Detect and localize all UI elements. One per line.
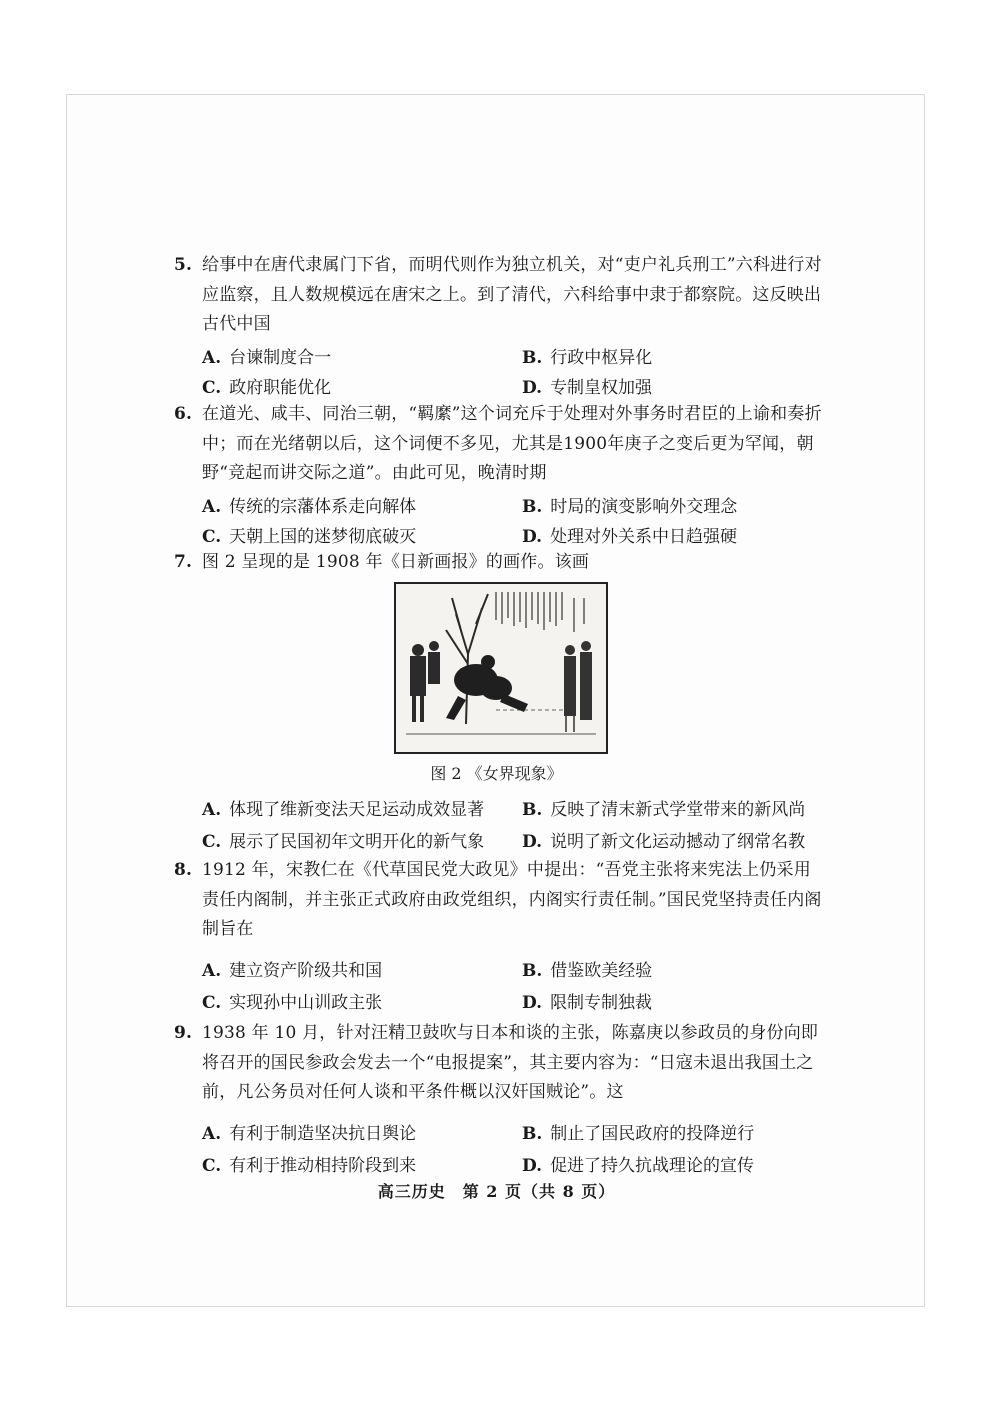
option-d: D. 说明了新文化运动撼动了纲常名教 <box>522 832 806 852</box>
option-b: B. 行政中枢异化 <box>522 348 653 368</box>
option-d: D. 处理对外关系中日趋强硬 <box>522 527 738 547</box>
question-6 <box>174 400 824 489</box>
question-5 <box>174 251 824 340</box>
option-a: A. 有利于制造坚决抗日舆论 <box>202 1124 417 1144</box>
illustration-drawing <box>396 584 606 752</box>
option-c: C. 展示了民国初年文明开化的新气象 <box>202 832 485 852</box>
newspaper-illustration <box>394 582 608 754</box>
question-number: 8. <box>174 860 193 880</box>
question-7 <box>174 548 824 578</box>
option-a: A. 体现了维新变法天足运动成效显著 <box>202 800 485 820</box>
option-c: C. 实现孙中山训政主张 <box>202 993 383 1013</box>
figure-caption: 图 2 《女界现象》 <box>430 764 563 783</box>
option-a: A. 建立资产阶级共和国 <box>202 961 383 981</box>
option-c: C. 政府职能优化 <box>202 378 332 398</box>
option-b: B. 反映了清末新式学堂带来的新风尚 <box>522 800 806 820</box>
option-a: A. 传统的宗藩体系走向解体 <box>202 497 417 517</box>
question-stem: 1938 年 10 月，针对汪精卫鼓吹与日本和谈的主张，陈嘉庚以参政员的身份向即将召开的国民参政会发去一个“电报提案”，其主要内容为：“日寇未退出我国土之前，凡公务员对任何人谈和平条件概以汉奸国贼论”。这 <box>202 1023 819 1102</box>
question-stem: 在道光、咸丰、同治三朝，“羁縻”这个词充斥于处理对外事务时君臣的上谕和奏折中；而在光绪朝以后，这个词便不多见，尤其是1900年庚子之变后更为罕闻，朝野“竞起而讲交际之道”。由此可见，晚清时期 <box>202 404 822 483</box>
option-a: A. 台谏制度合一 <box>202 348 332 368</box>
option-c: C. 有利于推动相持阶段到来 <box>202 1156 417 1176</box>
question-stem: 1912 年，宋教仁在《代草国民党大政见》中提出：“吾党主张将来宪法上仍采用责任内阁制，并主张正式政府由政党组织，内阁实行责任制。”国民党坚持责任内阁制旨在 <box>202 860 822 939</box>
page-footer: 高三历史 第 2 页（共 8 页） <box>377 1182 616 1201</box>
option-d: D. 专制皇权加强 <box>522 378 653 398</box>
question-number: 6. <box>174 404 193 424</box>
option-d: D. 促进了持久抗战理论的宣传 <box>522 1156 755 1176</box>
question-stem: 给事中在唐代隶属门下省，而明代则作为独立机关，对“吏户礼兵刑工”六科进行对应监察，且人数规模远在唐宋之上。到了清代，六科给事中隶于都察院。这反映出古代中国 <box>202 255 822 334</box>
question-number: 7. <box>174 552 193 572</box>
question-stem: 图 2 呈现的是 1908 年《日新画报》的画作。该画 <box>202 552 590 572</box>
exam-page <box>66 94 925 1307</box>
question-number: 5. <box>174 255 193 275</box>
option-b: B. 借鉴欧美经验 <box>522 961 653 981</box>
question-number: 9. <box>174 1023 193 1043</box>
question-8 <box>174 856 824 945</box>
question-9 <box>174 1019 824 1108</box>
option-d: D. 限制专制独裁 <box>522 993 653 1013</box>
option-b: B. 制止了国民政府的投降逆行 <box>522 1124 755 1144</box>
option-c: C. 天朝上国的迷梦彻底破灭 <box>202 527 417 547</box>
option-b: B. 时局的演变影响外交理念 <box>522 497 738 517</box>
